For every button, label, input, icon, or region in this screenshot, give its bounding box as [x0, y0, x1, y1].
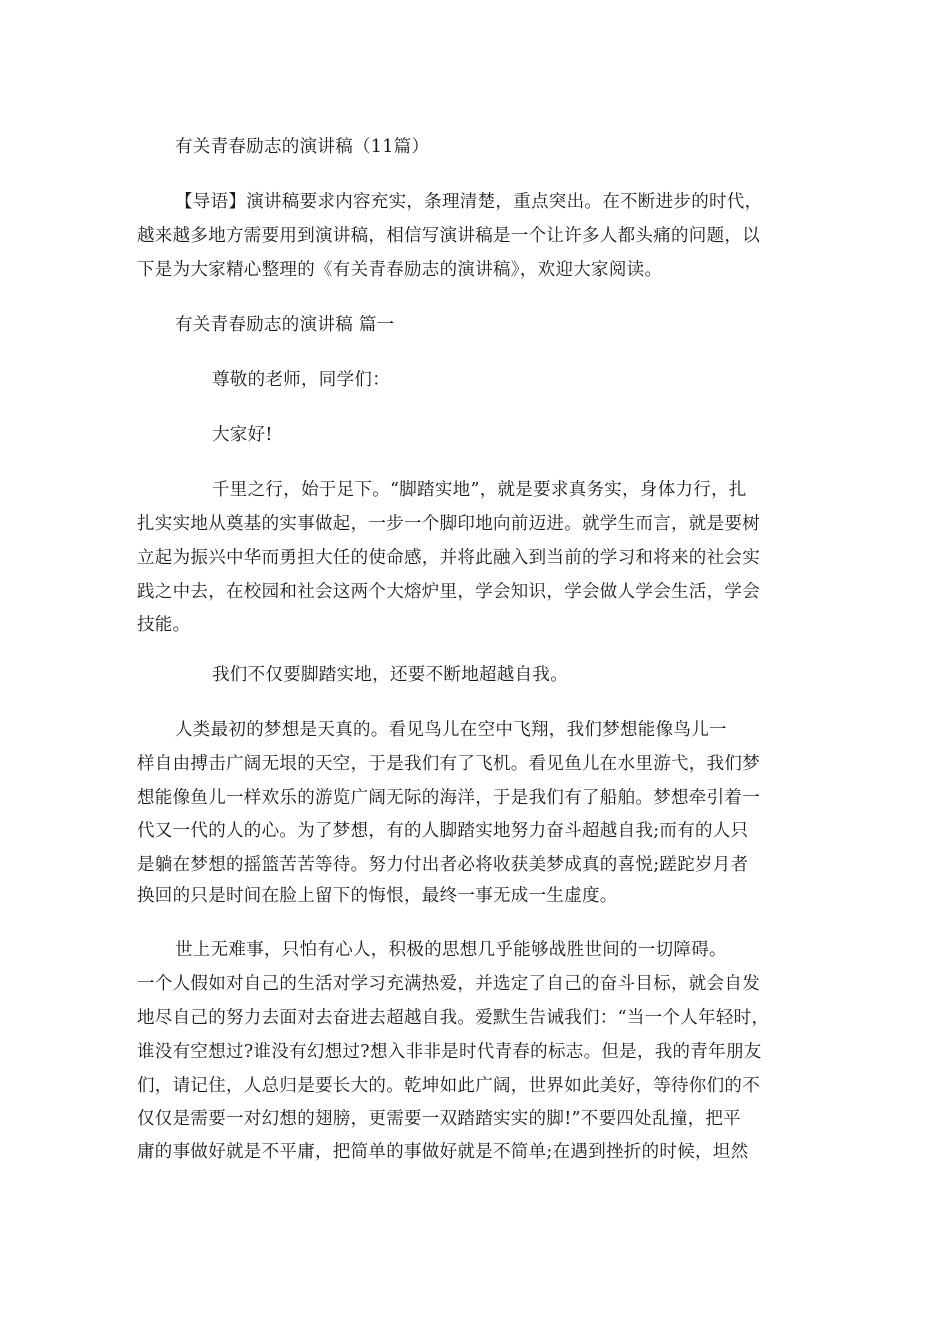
paragraph-line: 换回的只是时间在脸上留下的悔恨，最终一事无成一生虚度。 — [137, 886, 618, 906]
paragraph-line: 样自由搏击广阔无垠的天空，于是我们有了飞机。看见鱼儿在水里游弋，我们梦 — [137, 754, 760, 774]
salutation: 尊敬的老师，同学们： — [212, 370, 390, 390]
paragraph-line: 一个人假如对自己的生活对学习充满热爱，并选定了自己的奋斗目标，就会自发 — [137, 974, 760, 994]
paragraph-line: 世上无难事，只怕有心人，积极的思想几乎能够战胜世间的一切障碍。 — [175, 940, 727, 960]
paragraph-line: 扎实实地从奠基的实事做起，一步一个脚印地向前迈进。就学生而言，就是要树 — [137, 514, 760, 534]
paragraph-line: 想能像鱼儿一样欢乐的游览广阔无际的海洋，于是我们有了船舶。梦想牵引着一 — [137, 788, 760, 808]
paragraph-line: 人类最初的梦想是天真的。看见鸟儿在空中飞翔，我们梦想能像鸟儿一 — [175, 720, 727, 740]
paragraph-line: 技能。 — [137, 615, 191, 635]
intro-line: 越来越多地方需要用到演讲稿，相信写演讲稿是一个让许多人都头痛的问题，以 — [137, 226, 760, 246]
paragraph-line: 千里之行，始于足下。“脚踏实地”，就是要求真务实，身体力行，扎 — [212, 480, 747, 500]
intro-line: 下是为大家精心整理的《有关青春励志的演讲稿》，欢迎大家阅读。 — [137, 260, 663, 280]
section-heading: 有关青春励志的演讲稿 篇一 — [175, 315, 395, 335]
paragraph-line: 是躺在梦想的摇篮苦苦等待。努力付出者必将收获美梦成真的喜悦;蹉跎岁月者 — [137, 855, 749, 875]
paragraph-line: 庸的事做好就是不平庸，把简单的事做好就是不简单;在遇到挫折的时候，坦然 — [137, 1142, 749, 1162]
paragraph-line: 地尽自己的努力去面对去奋进去超越自我。爱默生告诫我们：“当一个人年轻时， — [137, 1008, 770, 1028]
paragraph-line: 代又一代的人的心。为了梦想，有的人脚踏实地努力奋斗超越自我;而有的人只 — [137, 821, 749, 841]
greeting: 大家好! — [212, 425, 273, 445]
intro-line: 【导语】演讲稿要求内容充实，条理清楚，重点突出。在不断进步的时代， — [175, 192, 763, 212]
document-title: 有关青春励志的演讲稿（11篇） — [175, 137, 430, 157]
paragraph-line: 们，请记住，人总归是要长大的。乾坤如此广阔，世界如此美好，等待你们的不 — [137, 1076, 760, 1096]
paragraph-line: 我们不仅要脚踏实地，还要不断地超越自我。 — [212, 665, 568, 685]
paragraph-line: 立起为振兴中华而勇担大任的使命感，并将此融入到当前的学习和将来的社会实 — [137, 548, 760, 568]
paragraph-line: 仅仅是需要一对幻想的翅膀，更需要一双踏踏实实的脚!”不要四处乱撞，把平 — [137, 1109, 741, 1129]
paragraph-line: 谁没有空想过?谁没有幻想过?想入非非是时代青春的标志。但是，我的青年朋友 — [137, 1042, 762, 1062]
paragraph-line: 践之中去，在校园和社会这两个大熔炉里，学会知识，学会做人学会生活，学会 — [137, 582, 760, 602]
